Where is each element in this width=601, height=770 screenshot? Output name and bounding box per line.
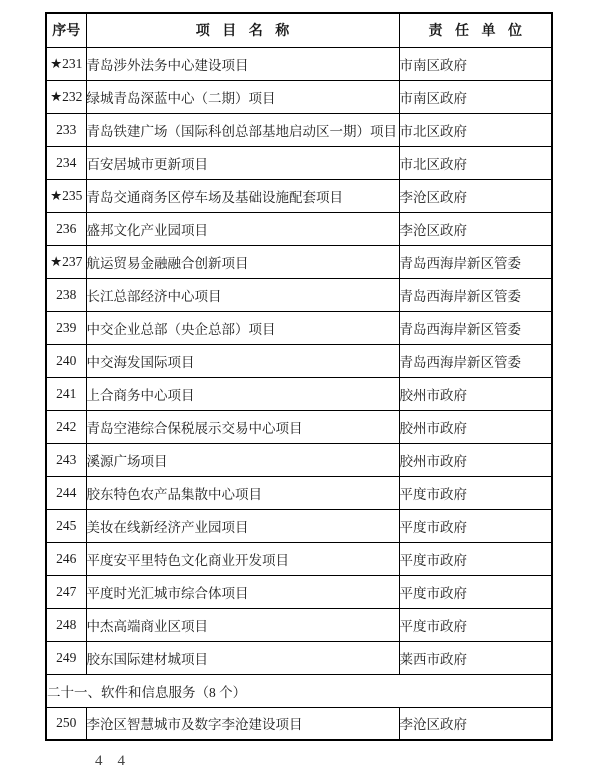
project-name: 溪源广场项目	[86, 443, 399, 476]
projects-table	[45, 12, 553, 741]
project-number: 244	[46, 476, 86, 509]
responsible-unit: 胶州市政府	[399, 377, 552, 410]
project-number: 239	[46, 311, 86, 344]
project-number-starred: ★232	[46, 80, 86, 113]
table-row	[46, 509, 552, 542]
project-number: 247	[46, 575, 86, 608]
project-number: 243	[46, 443, 86, 476]
project-number: 238	[46, 278, 86, 311]
col-header-number: 序号	[46, 13, 86, 47]
section-label: 二十一、软件和信息服务（8 个）	[46, 674, 552, 707]
project-name: 中杰高端商业区项目	[86, 608, 399, 641]
project-name: 胶东特色农产品集散中心项目	[86, 476, 399, 509]
project-number: 248	[46, 608, 86, 641]
responsible-unit: 平度市政府	[399, 476, 552, 509]
table-row	[46, 575, 552, 608]
table-row	[46, 113, 552, 146]
table-row	[46, 311, 552, 344]
responsible-unit: 平度市政府	[399, 542, 552, 575]
project-name: 中交海发国际项目	[86, 344, 399, 377]
project-name: 盛邦文化产业园项目	[86, 212, 399, 245]
table-row	[46, 476, 552, 509]
responsible-unit: 李沧区政府	[399, 179, 552, 212]
project-name: 百安居城市更新项目	[86, 146, 399, 179]
project-name: 美妆在线新经济产业园项目	[86, 509, 399, 542]
project-number: 233	[46, 113, 86, 146]
project-name: 平度安平里特色文化商业开发项目	[86, 542, 399, 575]
project-name: 青岛交通商务区停车场及基础设施配套项目	[86, 179, 399, 212]
table-row	[46, 608, 552, 641]
project-number: 236	[46, 212, 86, 245]
project-number: 242	[46, 410, 86, 443]
responsible-unit: 市北区政府	[399, 113, 552, 146]
table-row	[46, 377, 552, 410]
page-number-fragment: 44	[95, 753, 140, 769]
table-row	[46, 542, 552, 575]
table-row	[46, 278, 552, 311]
responsible-unit: 莱西市政府	[399, 641, 552, 674]
project-number: 234	[46, 146, 86, 179]
project-name: 青岛铁建广场（国际科创总部基地启动区一期）项目	[86, 113, 399, 146]
responsible-unit: 青岛西海岸新区管委	[399, 344, 552, 377]
section-row	[46, 674, 552, 707]
project-number-starred: ★231	[46, 47, 86, 80]
project-name: 青岛涉外法务中心建设项目	[86, 47, 399, 80]
responsible-unit: 平度市政府	[399, 608, 552, 641]
table-row	[46, 707, 552, 740]
project-name: 李沧区智慧城市及数字李沧建设项目	[86, 707, 399, 740]
responsible-unit: 胶州市政府	[399, 443, 552, 476]
project-name: 上合商务中心项目	[86, 377, 399, 410]
responsible-unit: 青岛西海岸新区管委	[399, 278, 552, 311]
table-row	[46, 443, 552, 476]
project-name: 中交企业总部（央企总部）项目	[86, 311, 399, 344]
table-row	[46, 179, 552, 212]
table-row	[46, 641, 552, 674]
table-header-row	[46, 13, 552, 47]
project-number-starred: ★237	[46, 245, 86, 278]
project-number-starred: ★235	[46, 179, 86, 212]
responsible-unit: 市北区政府	[399, 146, 552, 179]
project-number: 249	[46, 641, 86, 674]
responsible-unit: 青岛西海岸新区管委	[399, 311, 552, 344]
project-number: 245	[46, 509, 86, 542]
responsible-unit: 李沧区政府	[399, 212, 552, 245]
project-name: 长江总部经济中心项目	[86, 278, 399, 311]
responsible-unit: 青岛西海岸新区管委	[399, 245, 552, 278]
project-number: 241	[46, 377, 86, 410]
project-name: 平度时光汇城市综合体项目	[86, 575, 399, 608]
table-row	[46, 410, 552, 443]
responsible-unit: 李沧区政府	[399, 707, 552, 740]
project-name: 胶东国际建材城项目	[86, 641, 399, 674]
col-header-project-name: 项 目 名 称	[86, 13, 399, 47]
responsible-unit: 市南区政府	[399, 80, 552, 113]
responsible-unit: 胶州市政府	[399, 410, 552, 443]
table-row	[46, 47, 552, 80]
responsible-unit: 平度市政府	[399, 509, 552, 542]
table-body	[46, 47, 552, 740]
table-row	[46, 212, 552, 245]
project-number: 240	[46, 344, 86, 377]
table-row	[46, 245, 552, 278]
project-number: 246	[46, 542, 86, 575]
project-name: 航运贸易金融融合创新项目	[86, 245, 399, 278]
responsible-unit: 平度市政府	[399, 575, 552, 608]
project-name: 绿城青岛深蓝中心（二期）项目	[86, 80, 399, 113]
project-name: 青岛空港综合保税展示交易中心项目	[86, 410, 399, 443]
responsible-unit: 市南区政府	[399, 47, 552, 80]
col-header-responsible-unit: 责 任 单 位	[399, 13, 552, 47]
table-row	[46, 146, 552, 179]
table-row	[46, 80, 552, 113]
project-number: 250	[46, 707, 86, 740]
table-row	[46, 344, 552, 377]
